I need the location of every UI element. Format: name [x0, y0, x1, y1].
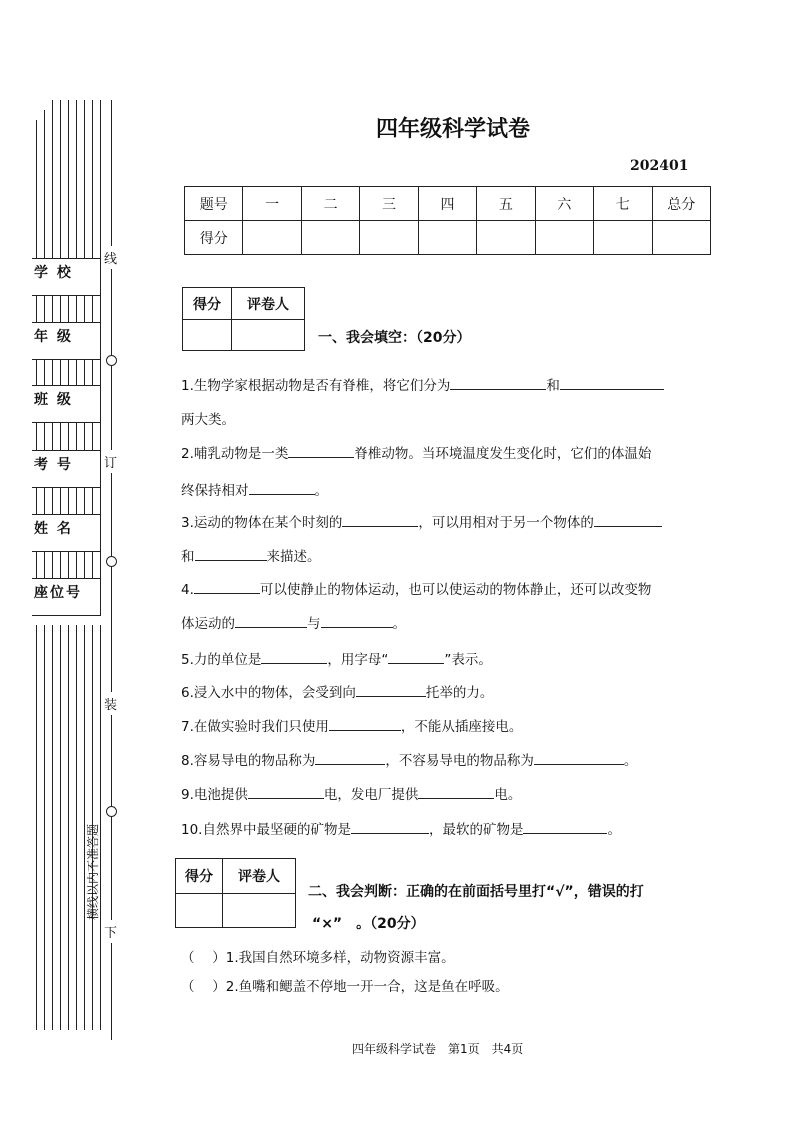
score-cell[interactable]: [535, 221, 593, 255]
score-cell[interactable]: [301, 221, 359, 255]
answer-blank[interactable]: [342, 514, 418, 527]
score-table: [184, 186, 711, 255]
question-3-line2: 和 来描述。: [181, 549, 321, 565]
judgment-item-1[interactable]: （ ）1.我国自然环境多样，动物资源丰富。: [181, 950, 455, 966]
answer-blank[interactable]: [388, 651, 444, 664]
score-header: 四: [418, 187, 476, 221]
question-4-line2: 体运动的 与 。: [181, 616, 406, 632]
judgment-item-2[interactable]: （ ）2.鱼嘴和鳃盖不停地一开一合，这是鱼在呼吸。: [181, 979, 509, 995]
answer-blank[interactable]: [560, 377, 664, 390]
score-header: 二: [301, 187, 359, 221]
score-header: 五: [477, 187, 535, 221]
score-header: 一: [243, 187, 301, 221]
question-1-line2: 两大类。: [181, 412, 235, 428]
score-header: 三: [360, 187, 418, 221]
answer-blank[interactable]: [195, 548, 267, 561]
grader-score-label: 得分: [183, 288, 232, 320]
question-8: 8.容易导电的物品称为 ，不容易导电的物品称为 。: [181, 753, 638, 769]
school-label: 学 校: [34, 265, 73, 281]
question-1-line1: 1.生物学家根据动物是否有脊椎，将它们分为 和: [181, 374, 664, 394]
binding-warning: 横线以内不准答题: [86, 823, 100, 920]
question-6: 6.浸入水中的物体，会受到向 托举的力。: [181, 685, 494, 701]
score-header: 总分: [652, 187, 711, 221]
answer-blank[interactable]: [315, 752, 385, 765]
score-row-label: 得分: [185, 221, 243, 255]
exam-no-label: 考 号: [34, 457, 73, 473]
score-cell[interactable]: [418, 221, 476, 255]
answer-blank[interactable]: [248, 786, 324, 799]
score-cell[interactable]: [652, 221, 711, 255]
score-cell[interactable]: [243, 221, 301, 255]
exam-code: 202401: [630, 158, 689, 174]
grader-score-cell[interactable]: [176, 894, 223, 928]
class-label: 班 级: [34, 392, 73, 408]
binding-circle: [106, 806, 117, 817]
grader-reviewer-cell[interactable]: [223, 894, 296, 928]
question-3-line1: 3.运动的物体在某个时刻的 ，可以用相对于另一个物体的: [181, 511, 662, 531]
page-footer: 四年级科学试卷 第1页 共4页: [352, 1042, 524, 1056]
answer-blank[interactable]: [356, 684, 426, 697]
score-header: 题号: [185, 187, 243, 221]
question-5: 5.力的单位是 ，用字母“ ”表示。: [181, 652, 492, 668]
section1-title: 一、我会填空：（20分）: [318, 330, 471, 346]
question-10: 10.自然界中最坚硬的矿物是 ，最软的矿物是 。: [181, 822, 621, 838]
score-header: 七: [594, 187, 652, 221]
seat-label: 座位号: [34, 585, 82, 601]
question-4-line1: 4. 可以使静止的物体运动，也可以使运动的物体静止，还可以改变物: [181, 582, 652, 598]
answer-blank[interactable]: [235, 615, 307, 628]
grader-reviewer-label: 评卷人: [232, 288, 305, 320]
question-2-line2: 终保持相对 。: [181, 483, 328, 499]
grade-label: 年 级: [34, 329, 73, 345]
grader-score-cell[interactable]: [183, 320, 232, 351]
section2-title-line1: 二、我会判断：正确的在前面括号里打“√”，错误的打: [308, 884, 644, 900]
score-header: 六: [535, 187, 593, 221]
answer-blank[interactable]: [534, 752, 624, 765]
question-7: 7.在做实验时我们只使用 ，不能从插座接电。: [181, 719, 523, 735]
grader-box-section1: [182, 287, 305, 351]
grader-reviewer-cell[interactable]: [232, 320, 305, 351]
answer-blank[interactable]: [418, 786, 494, 799]
binding-circle: [106, 355, 117, 366]
question-9: 9.电池提供 电，发电厂提供 电。: [181, 787, 522, 803]
answer-blank[interactable]: [249, 482, 315, 495]
section2-title-line2: “×” 。（20分）: [312, 916, 425, 932]
binding-xian: 线: [104, 246, 117, 269]
score-cell[interactable]: [360, 221, 418, 255]
score-table-score-row: [185, 221, 711, 255]
answer-blank[interactable]: [523, 821, 607, 834]
name-label: 姓 名: [34, 521, 73, 537]
score-table-header-row: [185, 187, 711, 221]
binding-zhuang: 装: [104, 692, 117, 715]
answer-blank[interactable]: [351, 821, 429, 834]
page-title: 四年级科学试卷: [375, 117, 530, 142]
grader-score-label: 得分: [176, 859, 223, 894]
answer-blank[interactable]: [594, 514, 662, 527]
answer-blank[interactable]: [261, 651, 327, 664]
question-2-line1: 2.哺乳动物是一类 脊椎动物。当环境温度发生变化时，它们的体温始: [181, 446, 652, 462]
binding-ding: 订: [104, 450, 117, 473]
grader-box-section2: [175, 858, 296, 928]
score-cell[interactable]: [594, 221, 652, 255]
score-cell[interactable]: [477, 221, 535, 255]
binding-circle: [106, 556, 117, 567]
answer-blank[interactable]: [321, 615, 393, 628]
answer-blank[interactable]: [450, 377, 546, 390]
answer-blank[interactable]: [194, 581, 260, 594]
binding-xia: 下: [104, 920, 117, 943]
answer-blank[interactable]: [329, 718, 401, 731]
grader-reviewer-label: 评卷人: [223, 859, 296, 894]
answer-blank[interactable]: [288, 445, 354, 458]
